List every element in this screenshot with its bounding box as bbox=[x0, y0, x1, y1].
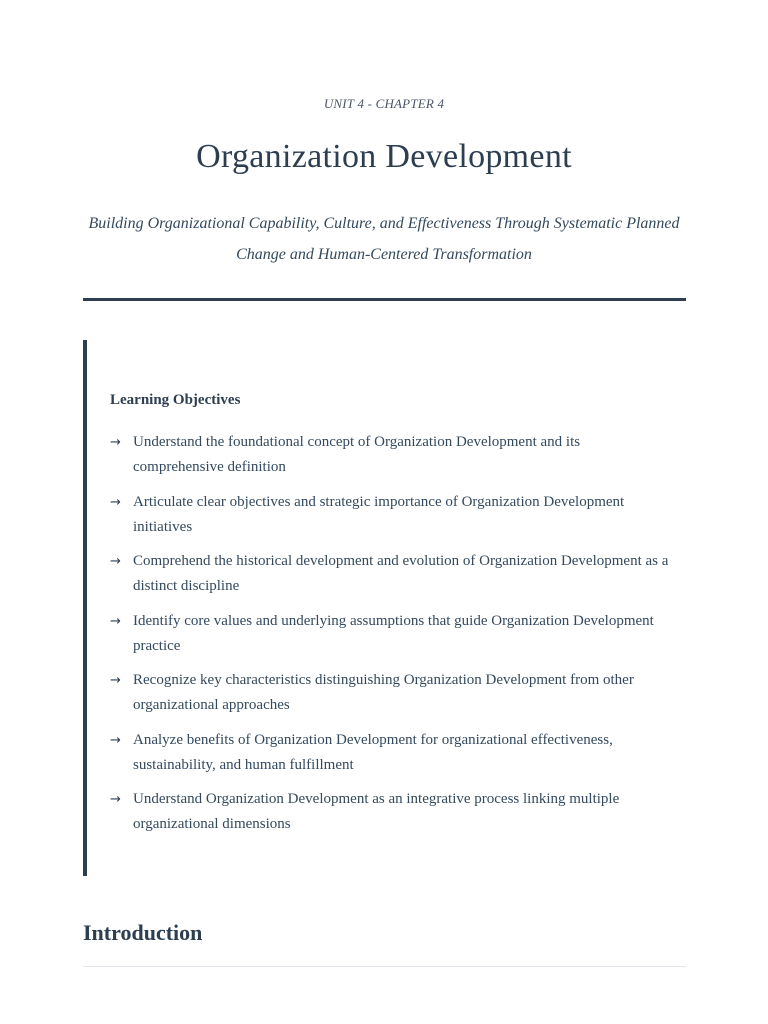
introduction-heading: Introduction bbox=[83, 920, 203, 945]
arrow-right-icon: → bbox=[110, 792, 121, 807]
arrow-right-icon: → bbox=[110, 554, 121, 569]
objective-item bbox=[110, 609, 670, 659]
header-divider bbox=[83, 298, 686, 301]
objective-text: Analyze benefits of Organization Development for organizational effectiveness, sustainability, and human fulfillment bbox=[133, 731, 613, 773]
arrow-right-icon: → bbox=[110, 673, 121, 688]
arrow-right-icon: → bbox=[110, 435, 121, 450]
objective-text: Identify core values and underlying assumptions that guide Organization Development practice bbox=[133, 612, 654, 654]
arrow-right-icon: → bbox=[110, 613, 121, 629]
introduction-divider bbox=[83, 966, 686, 967]
objective-item bbox=[110, 787, 670, 837]
objective-item bbox=[110, 668, 670, 718]
objective-item bbox=[110, 430, 670, 480]
page-subtitle: Building Organizational Capability, Culture, and Effectiveness Through Systematic Planned Change and Human-Centered Transformation bbox=[88, 215, 680, 263]
objective-text: Understand the foundational concept of Organization Development and its comprehensive definition bbox=[133, 434, 581, 475]
objective-text: Articulate clear objectives and strategic importance of Organization Development initiatives bbox=[133, 493, 625, 535]
objective-text: Understand Organization Development as an integrative process linking multiple organizational dimensions bbox=[133, 791, 620, 832]
learning-objectives-heading: Learning Objectives bbox=[110, 392, 241, 408]
objective-item bbox=[110, 549, 670, 599]
objective-item bbox=[110, 728, 670, 778]
objective-text: Comprehend the historical development and evolution of Organization Development as a distinct discipline bbox=[133, 553, 669, 594]
learning-objectives-list bbox=[110, 430, 670, 847]
arrow-right-icon: → bbox=[110, 494, 121, 510]
arrow-right-icon: → bbox=[110, 732, 121, 748]
objective-item bbox=[110, 490, 670, 540]
unit-chapter-label: UNIT 4 - CHAPTER 4 bbox=[323, 96, 445, 111]
page-title: Organization Development bbox=[196, 138, 572, 175]
objective-text: Recognize key characteristics distinguishing Organization Development from other organizational approaches bbox=[133, 672, 634, 713]
